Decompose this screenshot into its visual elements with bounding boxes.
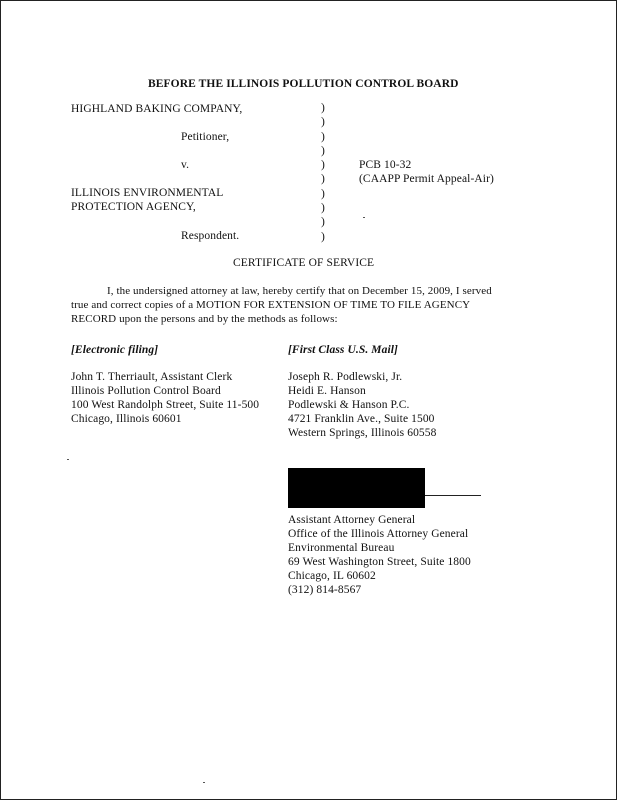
caption-paren: ) [321,144,325,157]
recipient-right-line: Podlewski & Hanson P.C. [288,399,410,411]
respondent-role: Respondent. [181,230,240,242]
scan-speck [363,217,365,218]
respondent-name-line2: PROTECTION AGENCY, [71,201,196,213]
caption-paren: ) [321,216,325,229]
recipient-left-line: Chicago, Illinois 60601 [71,413,182,425]
certificate-body-line1: I, the undersigned attorney at law, hereby certify that on December 15, 2009, I served [107,285,492,297]
caption-paren: ) [321,102,325,114]
signature-line-text: Assistant Attorney General [288,514,416,526]
scan-speck [203,782,205,783]
petitioner-name: HIGHLAND BAKING COMPANY, [71,103,243,115]
caption-paren: ) [321,116,325,129]
signature-line-text: (312) 814-8567 [288,584,362,596]
certificate-heading: CERTIFICATE OF SERVICE [233,257,375,269]
service-method-right: [First Class U.S. Mail] [288,344,398,356]
signature-line [425,495,481,496]
recipient-right-line: Heidi E. Hanson [288,385,366,397]
versus-label: v. [181,159,190,171]
caption-paren: ) [321,159,325,172]
certificate-body-line3: RECORD upon the persons and by the methods as follows: [71,313,338,325]
caption-parentheses [321,101,331,244]
signature-line-text: Chicago, IL 60602 [288,570,376,582]
caption-paren: ) [321,230,325,243]
scan-speck [67,459,69,460]
case-number: PCB 10-32 [359,159,412,171]
case-type: (CAAPP Permit Appeal-Air) [359,173,494,185]
caption-paren: ) [321,202,325,215]
recipient-right-line: Western Springs, Illinois 60558 [288,427,437,439]
recipient-right-line: Joseph R. Podlewski, Jr. [288,371,403,383]
signature-line-text: Environmental Bureau [288,542,395,554]
recipient-left-line: Illinois Pollution Control Board [71,385,221,397]
petitioner-role: Petitioner, [181,131,230,143]
signature-line-text: 69 West Washington Street, Suite 1800 [288,556,471,568]
board-title: BEFORE THE ILLINOIS POLLUTION CONTROL BOARD [148,78,459,90]
recipient-left-line: 100 West Randolph Street, Suite 11-500 [71,399,260,411]
recipient-left-line: John T. Therriault, Assistant Clerk [71,371,233,383]
recipient-right-line: 4721 Franklin Ave., Suite 1500 [288,413,435,425]
signature-line-text: Office of the Illinois Attorney General [288,528,469,540]
caption-paren: ) [321,130,325,143]
signature-redaction [288,468,425,508]
respondent-name-line1: ILLINOIS ENVIRONMENTAL [71,187,224,199]
service-method-left: [Electronic filing] [71,344,159,356]
caption-paren: ) [321,187,325,200]
caption-paren: ) [321,173,325,186]
certificate-body-line2: true and correct copies of a MOTION FOR EXTENSION OF TIME TO FILE AGENCY [71,299,471,311]
